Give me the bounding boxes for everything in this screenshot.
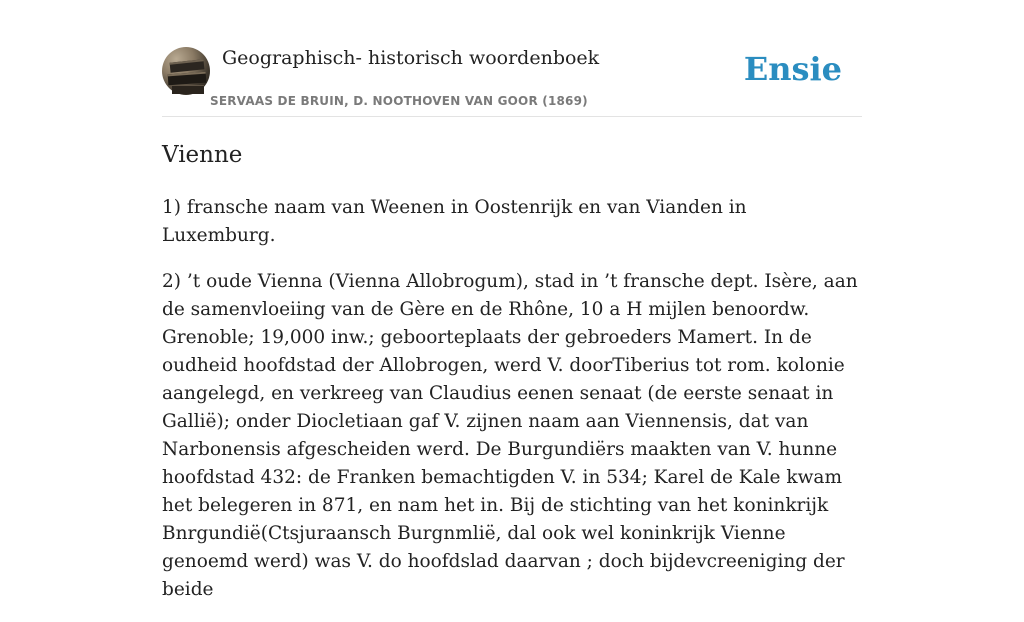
entry-paragraph-1: 1) fransche naam van Weenen in Oostenrijk en van Vianden in Luxemburg. (162, 197, 747, 246)
book-spine (172, 85, 204, 94)
book-authors: SERVAAS DE BRUIN, D. NOOTHOVEN VAN GOOR (1869) (210, 94, 588, 108)
book-spine (170, 59, 205, 72)
ensie-logo-link[interactable]: Ensie (743, 50, 842, 88)
book-spine (168, 72, 207, 86)
book-stack-icon[interactable] (162, 47, 210, 95)
entry-title: Vienne (162, 142, 243, 168)
entry-content (162, 140, 862, 622)
entry-paragraph-2: 2) ’t oude Vienna (Vienna Allobrogum), stad in ’t fransche dept. Isère, aan de samenvloeiing van de Gère en de Rhône, 10 a H mijlen benoordw. Grenoble; 19,000 inw.; geboorteplaats der gebroeders Mamert. In de oudheid hoofdstad der Allobrogen, werd V. doorTiberius tot rom. kolonie aangelegd, en verkreeg van Claudius eenen senaat (de eerste senaat in Gallië); onder Diocletiaan gaf V. zijnen naam aan Viennensis, dat van Narbonensis afgescheiden werd. De Burgundiërs maakten van V. hunne hoofdstad 432: de Franken bemachtigden V. in 534; Karel de Kale kwam het belegeren in 871, en nam het in. Bij de stichting van het koninkrijk Bnrgundië(Ctsjuraansch Burgnmlië, dal ook wel koninkrijk Vienne genoemd werd) was V. do hoofdslad daarvan ; doch bijdevcreeniging der beide (162, 271, 858, 600)
book-header (162, 44, 862, 117)
book-title[interactable]: Geographisch- historisch woordenboek (222, 47, 600, 69)
